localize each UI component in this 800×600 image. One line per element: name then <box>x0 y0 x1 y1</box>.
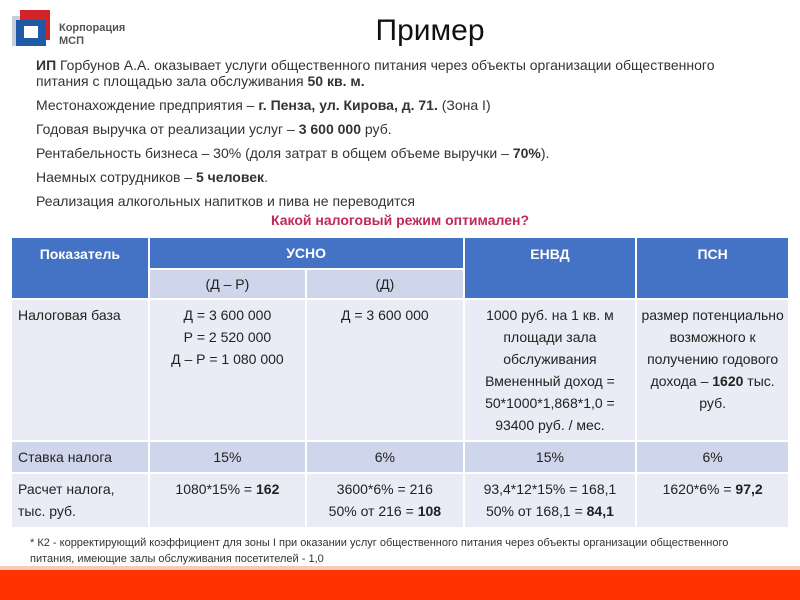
base-usno-d: Д = 3 600 000 <box>306 299 463 441</box>
rate-usno-dr: 15% <box>149 441 306 473</box>
intro-text <box>36 57 736 217</box>
footnote: * К2 - корректирующий коэффициент для зоны I при оказании услуг общественного питания через объекты организации общественного питания, имеющие залы обслуживания посетителей - 1,0 <box>30 537 729 565</box>
base-psn-unit: тыс. руб. <box>699 373 775 411</box>
question: Какой налоговый режим оптимален? <box>271 212 529 228</box>
calc-dr-result: 162 <box>256 481 280 497</box>
intro-area: 50 кв. м. <box>307 73 365 89</box>
comparison-table <box>10 236 790 529</box>
alcohol-note: Реализация алкогольных напитков и пива не переводится <box>36 193 415 209</box>
rate-label: Ставка налога <box>11 441 149 473</box>
profitability-end: ). <box>540 145 550 161</box>
base-dr-3: Д – Р = 1 080 000 <box>171 351 284 367</box>
base-usno-dr <box>149 299 306 441</box>
revenue-label: Годовая выручка от реализации услуг – <box>36 121 299 137</box>
intro-text-1: Горбунов А.А. оказывает услуги общественного питания через объекты организации общественного питания с площадью зала обслуживания <box>36 57 715 89</box>
rate-psn: 6% <box>636 441 789 473</box>
base-psn-value: 1620 <box>712 373 744 389</box>
location-zone: (Зона I) <box>437 97 491 113</box>
footer-bar <box>0 570 800 600</box>
calc-envd <box>464 473 637 528</box>
calc-envd-formula: 93,4*12*15% = 168,1 <box>483 481 617 497</box>
page-title: Пример <box>375 14 485 47</box>
base-label: Налоговая база <box>11 299 149 441</box>
intro-bold: ИП <box>36 57 57 73</box>
logo-text-line2: МСП <box>59 35 85 47</box>
calc-label: Расчет налога, тыс. руб. <box>11 473 149 528</box>
header-usno-d: (Д) <box>306 269 463 299</box>
calc-usno-dr <box>149 473 306 528</box>
base-dr-2: Р = 2 520 000 <box>183 329 272 345</box>
header-psn: ПСН <box>636 237 789 299</box>
calc-psn-formula: 1620*6% = <box>662 481 736 497</box>
employees-label: Наемных сотрудников – <box>36 169 196 185</box>
profitability-label: Рентабельность бизнеса – 30% (доля затрат в общем объеме выручки – <box>36 145 513 161</box>
base-psn <box>636 299 789 441</box>
location-value: г. Пенза, ул. Кирова, д. 71. <box>258 97 438 113</box>
employees-end: . <box>264 169 268 185</box>
revenue-unit: руб. <box>361 121 392 137</box>
base-psn-text: размер потенциально возможного к получению годового дохода – <box>641 307 784 389</box>
calc-envd-half: 50% от 168,1 = <box>485 503 587 519</box>
header-envd: ЕНВД <box>464 237 637 299</box>
calc-psn <box>636 473 789 528</box>
header-row <box>11 237 789 269</box>
location-label: Местонахождение предприятия – <box>36 97 259 113</box>
table-row-calc <box>11 473 789 528</box>
logo-text-line1: Корпорация <box>59 22 126 34</box>
calc-envd-result: 84,1 <box>586 503 614 519</box>
table-row-rate <box>11 441 789 473</box>
calc-dr-formula: 1080*15% = <box>175 481 256 497</box>
calc-d-result: 108 <box>417 503 442 519</box>
base-envd: 1000 руб. на 1 кв. м площади зала обслуживания Вмененный доход = 50*1000*1,868*1,0 = 93400 руб. / мес. <box>464 299 637 441</box>
profitability-value: 70% <box>512 145 541 161</box>
rate-envd: 15% <box>464 441 637 473</box>
base-dr-1: Д = 3 600 000 <box>183 307 272 323</box>
calc-usno-d <box>306 473 463 528</box>
rate-usno-d: 6% <box>306 441 463 473</box>
revenue-value: 3 600 000 <box>298 121 362 137</box>
employees-value: 5 человек <box>196 169 265 185</box>
calc-psn-result: 97,2 <box>735 481 763 497</box>
calc-d-formula: 3600*6% = 216 <box>336 481 433 497</box>
table-row-base <box>11 299 789 441</box>
header-usno-dr: (Д – Р) <box>149 269 306 299</box>
header-usno: УСНО <box>149 237 464 269</box>
header-indicator: Показатель <box>11 237 149 299</box>
calc-d-half: 50% от 216 = <box>328 503 418 519</box>
